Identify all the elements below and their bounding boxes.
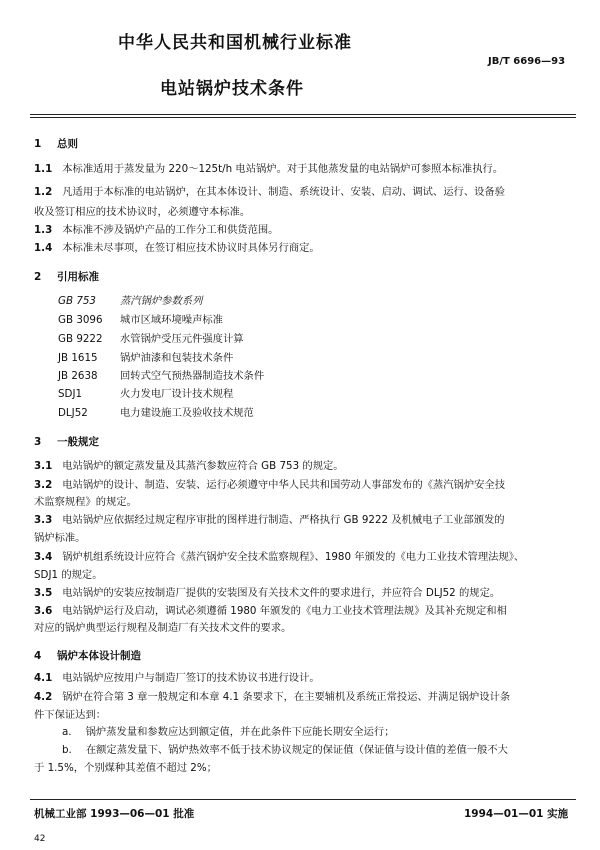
clause-number: 1.2	[34, 186, 53, 198]
section-title: 锅炉本体设计制造	[56, 650, 141, 662]
section-number: 2	[34, 271, 42, 283]
header-rule-top	[30, 114, 576, 115]
section-3-heading	[34, 434, 99, 449]
clause-4-1	[34, 672, 320, 685]
section-2-heading	[34, 269, 99, 284]
document-title: 电站锅炉技术条件	[160, 79, 304, 99]
section-title: 一般规定	[56, 436, 99, 448]
footer-rule	[30, 799, 576, 800]
clause-text: 本标准不涉及锅炉产品的工作分工和供货范围。	[62, 224, 279, 236]
section-number: 3	[34, 436, 42, 448]
reference-item	[58, 295, 202, 308]
list-label: a.	[62, 726, 72, 738]
clause-text: 锅炉在符合第 3 章一般规定和本章 4.1 条要求下，在主要辅机及系统正常投运、并满足锅炉设计条	[62, 691, 511, 703]
clause-number: 3.5	[34, 587, 53, 599]
section-number: 1	[34, 138, 42, 150]
section-number: 4	[34, 650, 42, 662]
clause-text: 电站锅炉运行及启动，调试必须遵循 1980 年颁发的《电力工业技术管理法规》及其补充规定和相	[62, 605, 507, 617]
clause-1-4	[34, 242, 320, 255]
clause-4-2-continued: 件下保证达到：	[34, 709, 107, 721]
clause-number: 1.3	[34, 224, 53, 236]
clause-1-3	[34, 224, 278, 237]
clause-1-2	[34, 186, 505, 199]
clause-number: 3.1	[34, 460, 53, 472]
page-number: 42	[34, 834, 46, 844]
reference-item	[58, 352, 233, 365]
issuing-organization: 中华人民共和国机械行业标准	[118, 33, 352, 53]
clause-text: 电站锅炉应按用户与制造厂签订的技术协议书进行设计。	[62, 672, 320, 684]
reference-title: 回转式空气预热器制造技术条件	[120, 370, 265, 382]
clause-1-1	[34, 163, 503, 176]
clause-number: 4.2	[34, 691, 53, 703]
list-text: 在额定蒸发量下、锅炉热效率不低于技术协议规定的保证值（保证值与设计值的差值一般不大	[85, 744, 508, 756]
clause-text: 锅炉机组系统设计应符合《蒸汽锅炉安全技术监察规程》、1980 年颁发的《电力工业技术管理法规》、	[62, 551, 525, 563]
clause-text: 电站锅炉的额定蒸发量及其蒸汽参数应符合 GB 753 的规定。	[62, 460, 344, 472]
reference-code: GB 753	[58, 295, 96, 307]
clause-1-2-continued: 收及签订相应的技术协议时，必须遵守本标准。	[34, 206, 251, 218]
reference-item	[58, 314, 223, 327]
reference-title: 电力建设施工及验收技术规范	[120, 407, 254, 419]
reference-code: JB 1615	[58, 352, 98, 364]
reference-code: JB 2638	[58, 370, 98, 382]
clause-number: 3.4	[34, 551, 53, 563]
reference-title: 火力发电厂设计技术规程	[120, 388, 234, 400]
clause-3-6-continued: 对应的锅炉典型运行规程及制造厂有关技术文件的要求。	[34, 622, 292, 634]
clause-number: 4.1	[34, 672, 53, 684]
reference-title: 城市区域环境噪声标准	[120, 314, 223, 326]
reference-item	[58, 407, 254, 420]
clause-text: 凡适用于本标准的电站锅炉，在其本体设计、制造、系统设计、安装、启动、调试、运行、设备验	[62, 186, 506, 198]
clause-4-2-a	[62, 726, 395, 739]
clause-text: 电站锅炉的设计、制造、安装、运行必须遵守中华人民共和国劳动人事部发布的《蒸汽锅炉安全技	[62, 479, 506, 491]
section-title: 引用标准	[56, 271, 99, 283]
clause-text: 电站锅炉应依据经过规定程序审批的图样进行制造、严格执行 GB 9222 及机械电子工业部颁发的	[62, 514, 505, 526]
clause-4-2	[34, 691, 510, 704]
implementation-date: 1994—01—01 实施	[464, 808, 569, 820]
reference-item	[58, 333, 244, 346]
clause-3-6	[34, 605, 507, 618]
section-title: 总则	[56, 138, 78, 150]
clause-3-3-continued: 锅炉标准。	[34, 532, 86, 544]
clause-text: 电站锅炉的安装应按制造厂提供的安装图及有关技术文件的要求进行，并应符合 DLJ52 的规定。	[62, 587, 501, 599]
reference-title: 水管锅炉受压元件强度计算	[120, 333, 244, 345]
clause-3-4	[34, 551, 524, 564]
section-1-heading	[34, 136, 78, 151]
header-rule-bottom	[30, 117, 576, 118]
reference-title: 蒸汽锅炉参数系列	[120, 295, 203, 307]
section-4-heading	[34, 648, 141, 663]
clause-3-1	[34, 460, 344, 473]
clause-number: 1.1	[34, 163, 53, 175]
clause-text: 本标准未尽事项，在签订相应技术协议时具体另行商定。	[62, 242, 320, 254]
reference-item	[58, 388, 233, 401]
clause-text: 本标准适用于蒸发量为 220～125t/h 电站锅炉。对于其他蒸发量的电站锅炉可参照本标准执行。	[62, 163, 504, 175]
reference-item	[58, 370, 264, 383]
reference-code: GB 3096	[58, 314, 103, 326]
clause-3-3	[34, 514, 505, 527]
clause-3-5	[34, 587, 500, 600]
clause-3-2	[34, 479, 505, 492]
clause-3-2-continued: 术监察规程》的规定。	[34, 496, 137, 508]
clause-4-2-b	[62, 744, 508, 757]
clause-number: 1.4	[34, 242, 53, 254]
reference-code: GB 9222	[58, 333, 103, 345]
reference-title: 锅炉油漆和包装技术条件	[120, 352, 234, 364]
clause-4-2-b-continued: 于 1.5%，个别煤种其差值不超过 2%；	[34, 762, 217, 774]
approval-date: 机械工业部 1993—06—01 批准	[34, 808, 195, 820]
list-text: 锅炉蒸发量和参数应达到额定值，并在此条件下应能长期安全运行；	[85, 726, 395, 738]
clause-number: 3.6	[34, 605, 53, 617]
reference-code: DLJ52	[58, 407, 88, 419]
clause-number: 3.2	[34, 479, 53, 491]
reference-code: SDJ1	[58, 388, 83, 400]
list-label: b.	[62, 744, 72, 756]
clause-number: 3.3	[34, 514, 53, 526]
standard-code: JB/T 6696—93	[488, 56, 566, 67]
clause-3-4-continued: SDJ1 的规定。	[34, 569, 103, 581]
